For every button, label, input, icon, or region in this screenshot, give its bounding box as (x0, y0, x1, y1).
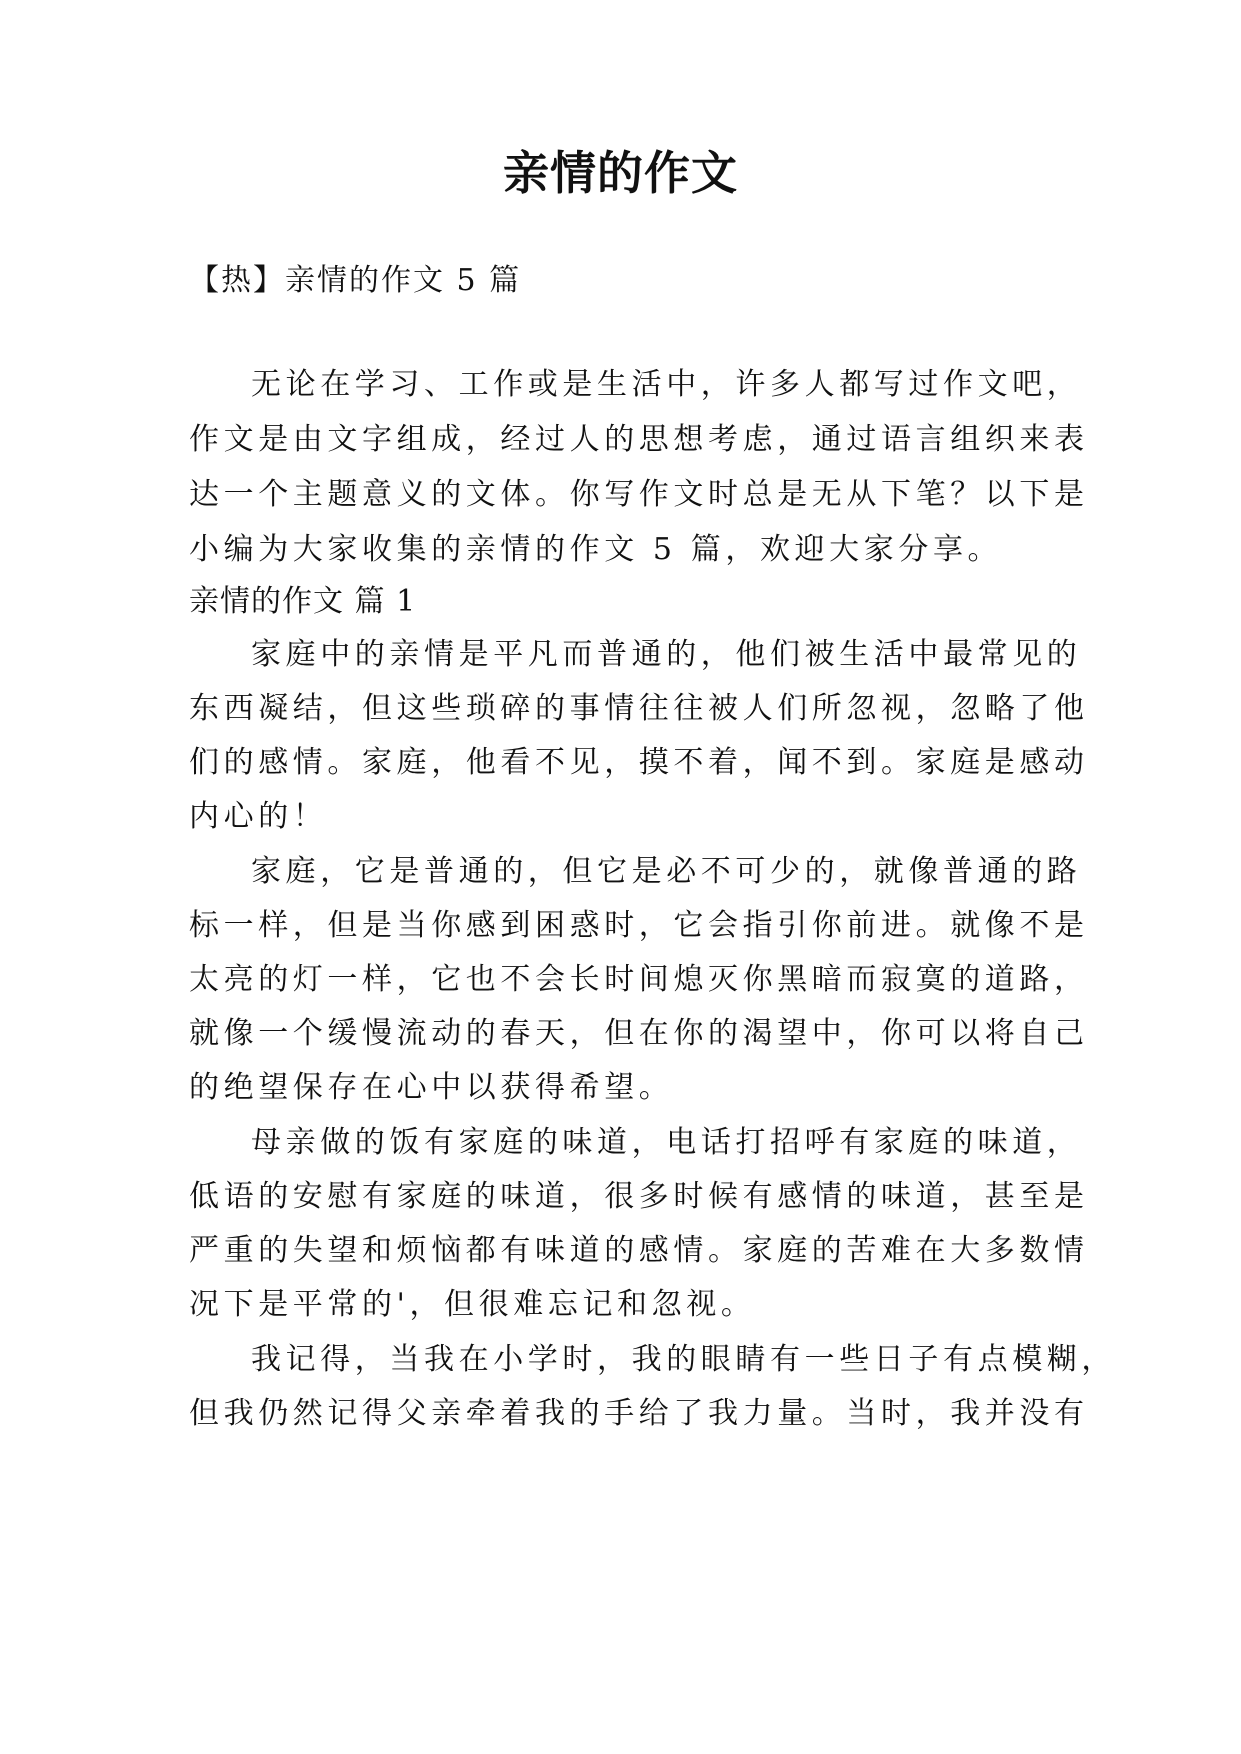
intro-line: 无论在学习、工作或是生活中，许多人都写过作文吧， (251, 367, 1082, 402)
paragraph-line: 母亲做的饭有家庭的味道，电话打招呼有家庭的味道， (251, 1125, 1082, 1160)
paragraph-line: 太亮的灯一样，它也不会长时间熄灭你黑暗而寂寞的道路， (189, 962, 1089, 997)
document-title: 亲情的作文 (503, 146, 738, 200)
paragraph-line: 东西凝结，但这些琐碎的事情往往被人们所忽视，忽略了他 (189, 691, 1089, 726)
paragraph-line: 内心的！ (189, 799, 328, 834)
paragraph-line: 低语的安慰有家庭的味道，很多时候有感情的味道，甚至是 (189, 1179, 1089, 1214)
intro-line: 达一个主题意义的文体。你写作文时总是无从下笔？以下是 (189, 477, 1089, 512)
paragraph-line: 的绝望保存在心中以获得希望。 (189, 1070, 674, 1105)
paragraph-line: 们的感情。家庭，他看不见，摸不着，闻不到。家庭是感动 (189, 745, 1089, 780)
paragraph-line: 我记得，当我在小学时，我的眼睛有一些日子有点模糊， (251, 1342, 1116, 1377)
paragraph-line: 就像一个缓慢流动的春天，但在你的渴望中，你可以将自己 (189, 1016, 1089, 1051)
intro-line: 作文是由文字组成，经过人的思想考虑，通过语言组织来表 (189, 422, 1089, 457)
paragraph-line: 标一样，但是当你感到困惑时，它会指引你前进。就像不是 (189, 908, 1089, 943)
section-heading: 亲情的作文 篇 1 (189, 584, 417, 619)
paragraph-line: 况下是平常的'，但很难忘记和忽视。 (189, 1287, 756, 1322)
paragraph-line: 家庭，它是普通的，但它是必不可少的，就像普通的路 (251, 854, 1082, 889)
paragraph-line: 家庭中的亲情是平凡而普通的，他们被生活中最常见的 (251, 637, 1082, 672)
paragraph-line: 但我仍然记得父亲牵着我的手给了我力量。当时，我并没有 (189, 1396, 1089, 1431)
document-subtitle: 【热】亲情的作文 5 篇 (189, 263, 522, 298)
intro-line: 小编为大家收集的亲情的作文 5 篇，欢迎大家分享。 (189, 532, 1003, 567)
paragraph-line: 严重的失望和烦恼都有味道的感情。家庭的苦难在大多数情 (189, 1233, 1089, 1268)
